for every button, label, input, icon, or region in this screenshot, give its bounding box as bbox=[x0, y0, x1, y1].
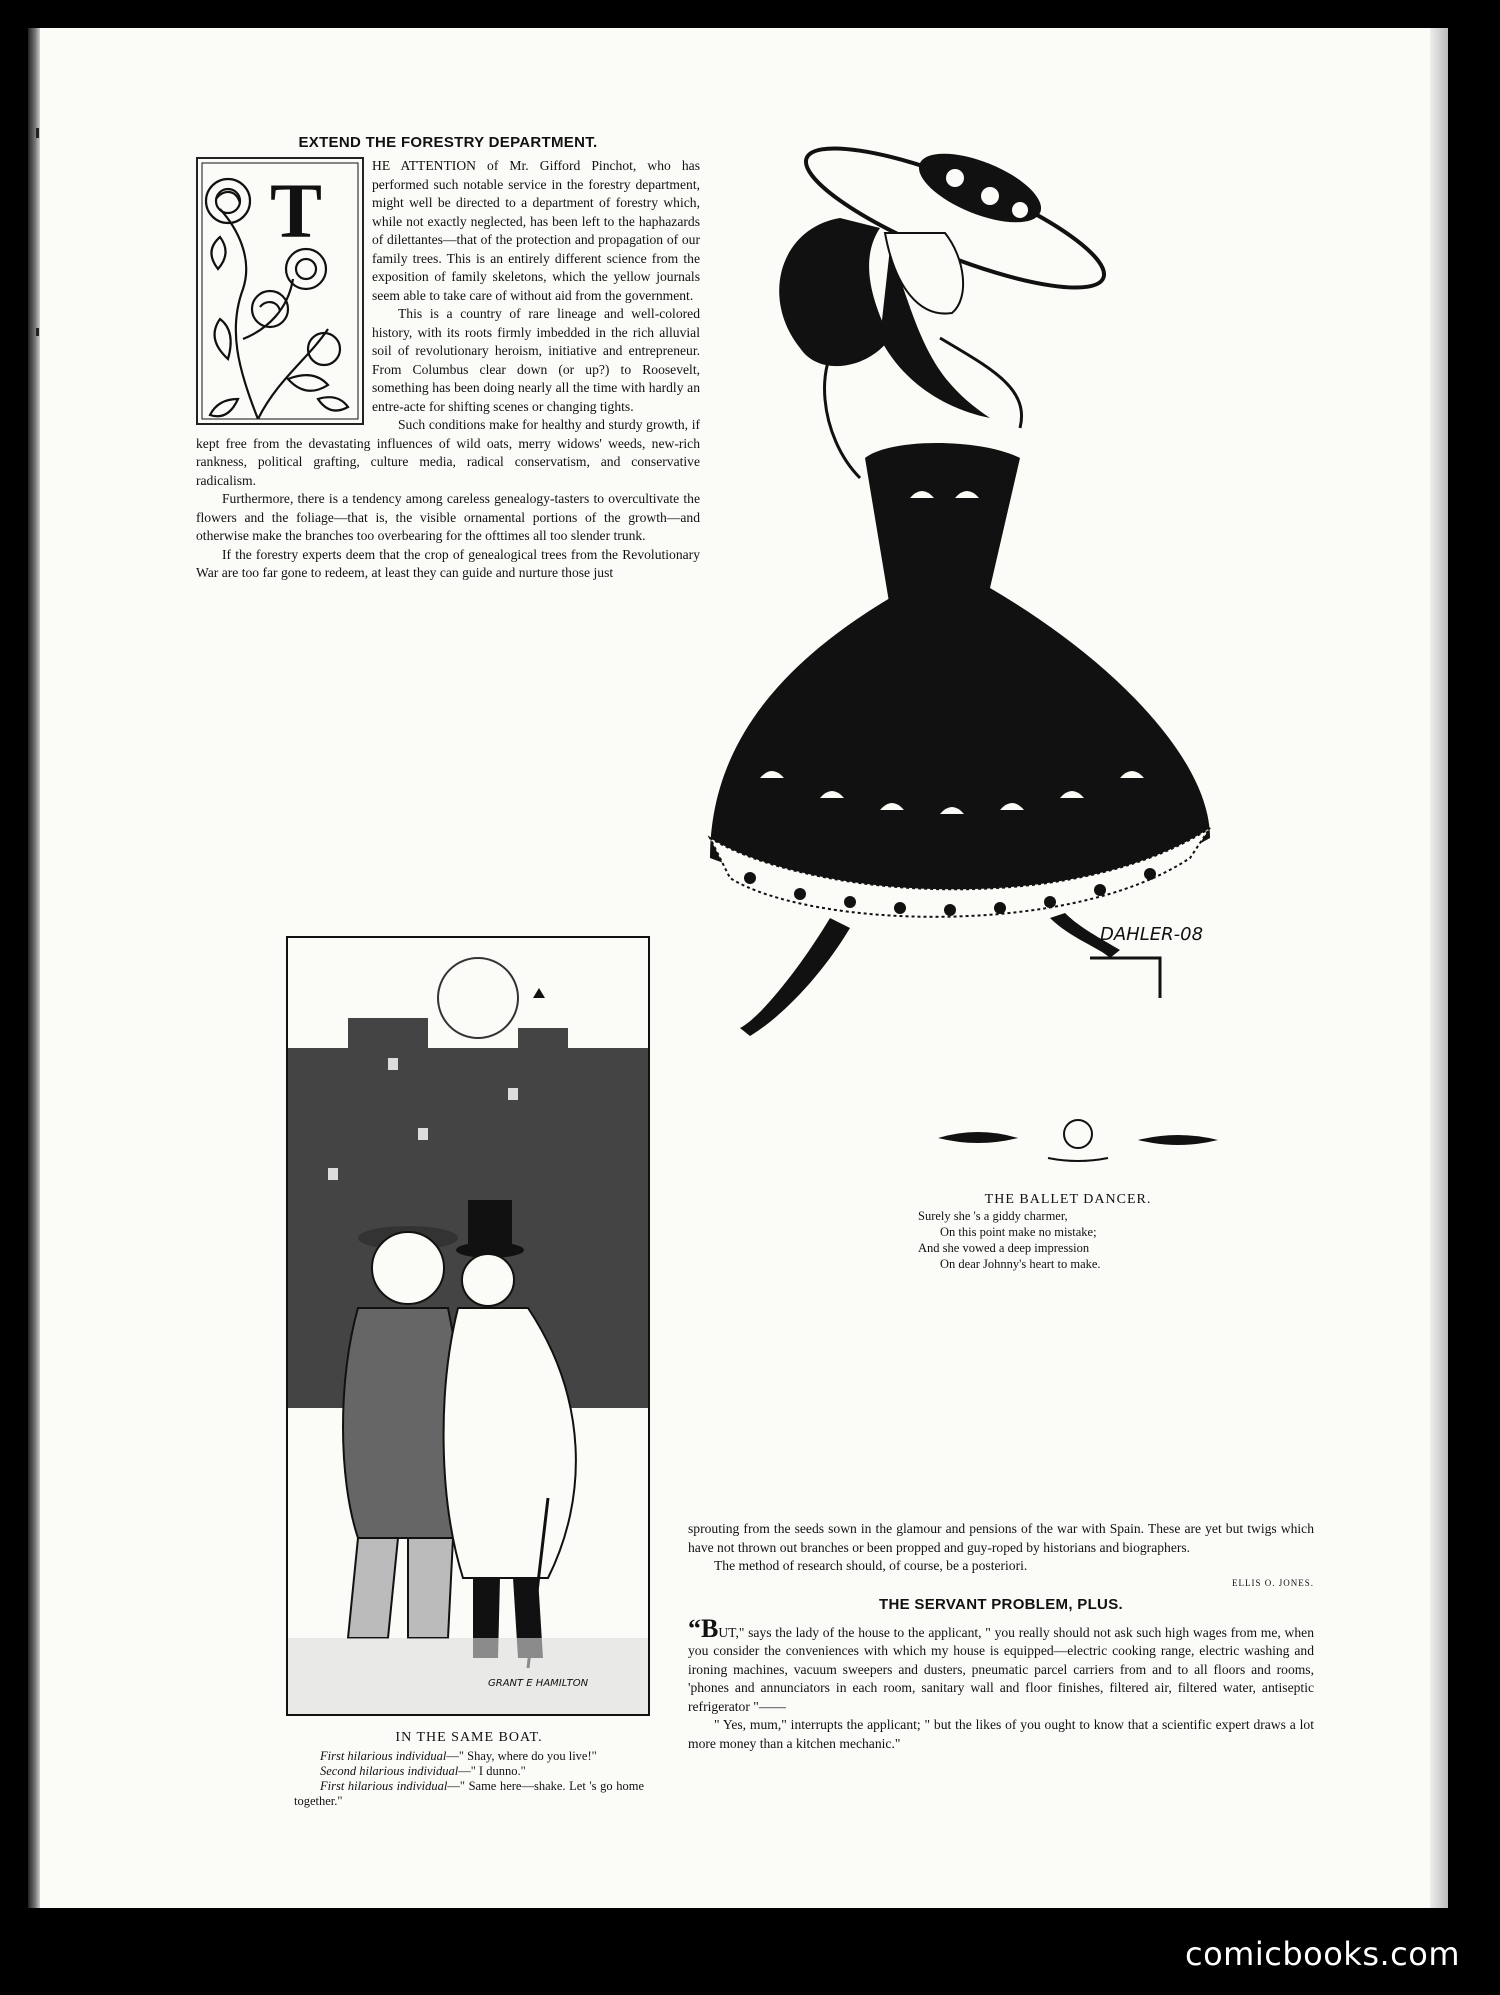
forestry-paragraph-2: This is a country of rare lineage and well-colored history, with its roots firmly imbedded in the rich alluvial soil of revolutionary heroism, initiative and entrepreneur. From Columbus clear down (or up?) to Roosevelt, something has been doing nearly all the time with hardly an entre-acte for shifting scenes or changing tights. bbox=[372, 306, 700, 414]
same-boat-illustration bbox=[286, 936, 650, 1716]
opening-quote-initial: “B bbox=[688, 1613, 719, 1643]
verse-line: And she vowed a deep impression bbox=[918, 1241, 1090, 1255]
drop-cap-letter: T bbox=[270, 167, 323, 254]
dancer-signature: DAHLER-08 bbox=[1100, 924, 1204, 945]
boat-caption: IN THE SAME BOAT. bbox=[395, 1730, 543, 1745]
servant-title: THE SERVANT PROBLEM, PLUS. bbox=[879, 1595, 1123, 1613]
boat-dialogue-2 bbox=[294, 1764, 644, 1779]
forestry-article bbox=[196, 134, 700, 583]
ornament-flourish bbox=[928, 1108, 1228, 1168]
forestry-paragraph-7: The method of research should, of course, be a posteriori. bbox=[714, 1558, 1028, 1573]
dancer-caption-block bbox=[888, 1186, 1248, 1272]
boat-artist-signature: GRANT E HAMILTON bbox=[488, 1678, 589, 1689]
paragraph-text: UT," says the lady of the house to the applicant, " you really should not ask such high wages from me, when you consider the conveniences with which my house is equipped—electric cooking range, electric washing and ironing machines, vacuum sweepers and dusters, pneumatic parcel carriers from and to all floors and rooms, 'phones and annunciators in each room, sanitary wall and floor finishes, filtered air, filtered water, antiseptic refrigerator "—— bbox=[688, 1624, 1314, 1714]
servant-paragraph-2: " Yes, mum," interrupts the applicant; " but the likes of you ought to know that a scientific expert draws a lot more money than a kitchen mechanic." bbox=[688, 1717, 1314, 1751]
speaker-label: First hilarious individual bbox=[320, 1779, 448, 1793]
servant-paragraph-1 bbox=[688, 1613, 1314, 1717]
two-gentlemen-drawing bbox=[288, 938, 648, 1714]
dialogue-text: —" I dunno." bbox=[458, 1764, 526, 1778]
stray-ink-mark bbox=[36, 128, 39, 138]
boat-dialogue-3 bbox=[294, 1779, 644, 1809]
speaker-label: First hilarious individual bbox=[320, 1749, 447, 1763]
boat-caption-block bbox=[294, 1724, 644, 1809]
verse-line: On this point make no mistake; bbox=[940, 1225, 1097, 1239]
opening-words: HE ATTENTION bbox=[372, 158, 476, 173]
boat-dialogue-1 bbox=[294, 1749, 644, 1764]
watermark-link[interactable]: comicbooks.com bbox=[1184, 1935, 1460, 1973]
dialogue-text: —" Shay, where do you live!" bbox=[446, 1749, 597, 1763]
dialogue-text: —" Same here—shake. Let 's go home together." bbox=[294, 1779, 644, 1808]
page-right-edge bbox=[1430, 28, 1448, 1908]
dancer-drawing bbox=[690, 138, 1390, 1098]
page-binding-edge bbox=[28, 28, 40, 1908]
forestry-paragraph-4: Furthermore, there is a tendency among careless genealogy-tasters to overcultivate the flowers and the foliage—that is, the visible ornamental portions of the growth—and otherwise make the branches too overbearing for the ofttimes all too slender trunk. bbox=[196, 491, 700, 543]
ballet-dancer-illustration bbox=[690, 138, 1390, 1098]
speaker-label: Second hilarious individual bbox=[320, 1764, 459, 1778]
stray-ink-mark bbox=[36, 328, 39, 336]
forestry-paragraph-6: sprouting from the seeds sown in the glamour and pensions of the war with Spain. These are yet but twigs which have not thrown out branches or been propped and guy-roped by historians and biographers. bbox=[688, 1521, 1314, 1555]
paragraph-text: of Mr. Gifford Pinchot, who has performed such notable service in the forestry department, might well be directed to a department of forestry which, while not exactly neglected, has been left to the haphazards of dilettantes—that of the protection and propagation of our family trees. This is an entirely different science from the exposition of family skeletons, which the yellow journals seem able to take care of without aid from the government. bbox=[372, 158, 700, 303]
dancer-caption: THE BALLET DANCER. bbox=[984, 1192, 1152, 1207]
ornamental-initial bbox=[196, 157, 364, 425]
magazine-page bbox=[28, 28, 1448, 1908]
forestry-author: ELLIS O. JONES. bbox=[1232, 1577, 1314, 1588]
verse-line: Surely she 's a giddy charmer, bbox=[918, 1209, 1068, 1223]
forestry-title: EXTEND THE FORESTRY DEPARTMENT. bbox=[298, 134, 598, 151]
forestry-paragraph-5: If the forestry experts deem that the crop of genealogical trees from the Revolutionary War are too far gone to redeem, at least they can guide and nurture those just bbox=[196, 546, 700, 580]
forestry-paragraph-3: Such conditions make for healthy and sturdy growth, if kept free from the devastating influences of wild oats, merry widows' weeds, new-rich rankness, political grafting, culture media, radical conservatism, and conservative radicalism. bbox=[196, 417, 700, 488]
dancer-verse bbox=[888, 1208, 1248, 1272]
verse-line: On dear Johnny's heart to make. bbox=[940, 1257, 1101, 1271]
right-lower-column bbox=[688, 1520, 1314, 1753]
